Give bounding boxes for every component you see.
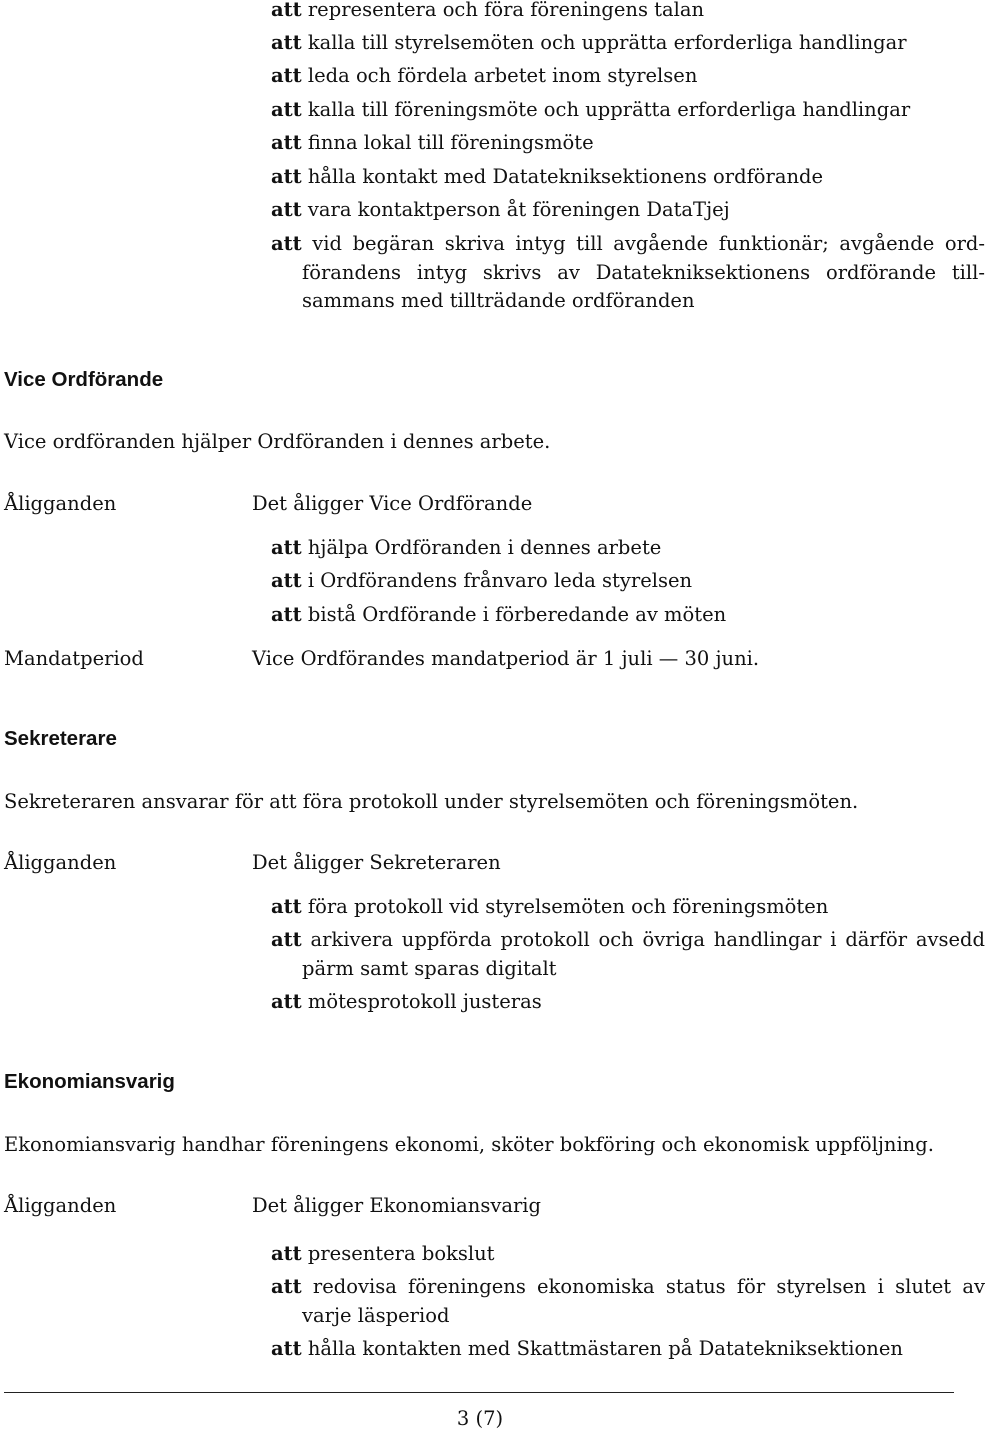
aliggande-intro: Det åligger Ekonomiansvarig bbox=[252, 1194, 542, 1217]
list-item: att bistå Ordförande i förberedande av möten bbox=[271, 603, 727, 626]
list-item: att i Ordförandens frånvaro leda styrelsen bbox=[271, 569, 693, 592]
aliggande-label: Åligganden bbox=[4, 851, 117, 874]
list-item: att hålla kontakten med Skattmästaren på Datatekniksektionen bbox=[271, 1337, 903, 1360]
list-item: att kalla till styrelsemöten och upprätta erforderliga handlingar bbox=[271, 31, 907, 54]
aliggande-intro: Det åligger Vice Ordförande bbox=[252, 492, 533, 515]
aliggande-label: Åligganden bbox=[4, 492, 117, 515]
list-item: att presentera bokslut bbox=[271, 1242, 495, 1265]
section-description: Ekonomiansvarig handhar föreningens ekonomi, sköter bokföring och ekonomisk uppföljning. bbox=[4, 1133, 934, 1156]
list-item: att leda och fördela arbetet inom styrelsen bbox=[271, 64, 698, 87]
list-item: att arkivera uppförda protokoll och övriga handlingar i därför avsedd pärm samt sparas digitalt bbox=[271, 928, 985, 980]
mandat-text: Vice Ordförandes mandatperiod är 1 juli — 30 juni. bbox=[252, 647, 760, 670]
section-heading-sekreterare: Sekreterare bbox=[4, 727, 117, 750]
list-item: att representera och föra föreningens talan bbox=[271, 0, 705, 21]
footer-rule bbox=[4, 1392, 954, 1393]
list-item: att vid begäran skriva intyg till avgående funktionär; avgående ordförandens intyg skrivs av Datatekniksektionens ordförande tillsammans med tillträdande ordföranden bbox=[271, 232, 985, 312]
section-heading-ekonomiansvarig: Ekonomiansvarig bbox=[4, 1070, 175, 1093]
list-item: att vara kontaktperson åt föreningen DataTjej bbox=[271, 198, 730, 221]
section-description: Sekreteraren ansvarar för att föra protokoll under styrelsemöten och föreningsmöten. bbox=[4, 790, 859, 813]
aliggande-intro: Det åligger Sekreteraren bbox=[252, 851, 501, 874]
section-heading-vice-ordforande: Vice Ordförande bbox=[4, 368, 164, 391]
list-item: att hjälpa Ordföranden i dennes arbete bbox=[271, 536, 662, 559]
list-item: att föra protokoll vid styrelsemöten och föreningsmöten bbox=[271, 895, 829, 918]
aliggande-label: Åligganden bbox=[4, 1194, 117, 1217]
mandat-label: Mandatperiod bbox=[4, 647, 144, 670]
page-number: 3 (7) bbox=[456, 1407, 504, 1430]
section-description: Vice ordföranden hjälper Ordföranden i dennes arbete. bbox=[4, 430, 551, 453]
list-item: att kalla till föreningsmöte och upprätta erforderliga handlingar bbox=[271, 98, 911, 121]
list-item: att mötesprotokoll justeras bbox=[271, 990, 542, 1013]
list-item: att redovisa föreningens ekonomiska status för styrelsen i slutet av varje läsperiod bbox=[271, 1275, 985, 1327]
list-item: att finna lokal till föreningsmöte bbox=[271, 131, 594, 154]
list-item: att hålla kontakt med Datatekniksektionens ordförande bbox=[271, 165, 824, 188]
